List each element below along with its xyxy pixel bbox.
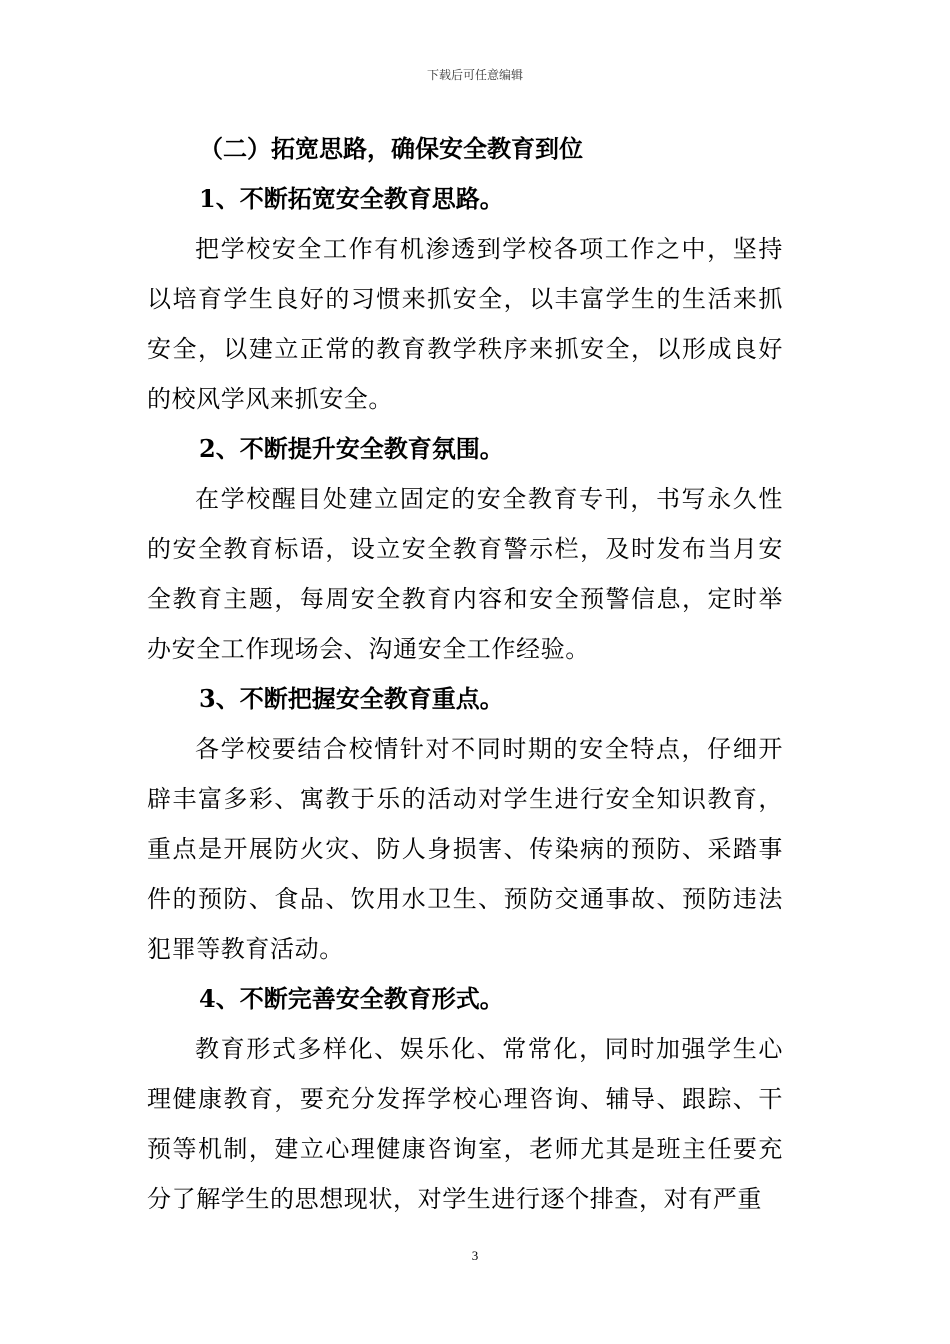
page-number: 3 (471, 1248, 479, 1263)
item-heading-4: 4、不断完善安全教育形式。 (199, 984, 504, 1013)
item-heading-1: 1、不断拓宽安全教育思路。 (199, 184, 504, 213)
item-heading-3: 3、不断把握安全教育重点。 (199, 684, 504, 713)
item-heading-2: 2、不断提升安全教育氛围。 (199, 434, 504, 463)
item-paragraph-1: 把学校安全工作有机渗透到学校各项工作之中，坚持以培育学生良好的习惯来抓安全，以丰富学生的生活来抓安全，以建立正常的教育教学秩序来抓安全，以形成良好的校风学风来抓安全。 (147, 235, 783, 413)
section-title: （二）拓宽思路，确保安全教育到位 (199, 134, 583, 163)
item-paragraph-3: 各学校要结合校情针对不同时期的安全特点，仔细开辟丰富多彩、寓教于乐的活动对学生进行安全知识教育，重点是开展防火灾、防人身损害、传染病的预防、采踏事件的预防、食品、饮用水卫生、预防交通事故、预防违法犯罪等教育活动。 (147, 735, 783, 963)
page-header: 下载后可任意编辑 (426, 68, 523, 82)
item-paragraph-2: 在学校醒目处建立固定的安全教育专刊，书写永久性的安全教育标语，设立安全教育警示栏，及时发布当月安全教育主题，每周安全教育内容和安全预警信息，定时举办安全工作现场会、沟通安全工作经验。 (147, 485, 783, 663)
document-body (147, 124, 783, 1224)
item-paragraph-4: 教育形式多样化、娱乐化、常常化，同时加强学生心理健康教育，要充分发挥学校心理咨询、辅导、跟踪、干预等机制，建立心理健康咨询室，老师尤其是班主任要充分了解学生的思想现状，对学生进行逐个排查，对有严重 (147, 1035, 783, 1213)
